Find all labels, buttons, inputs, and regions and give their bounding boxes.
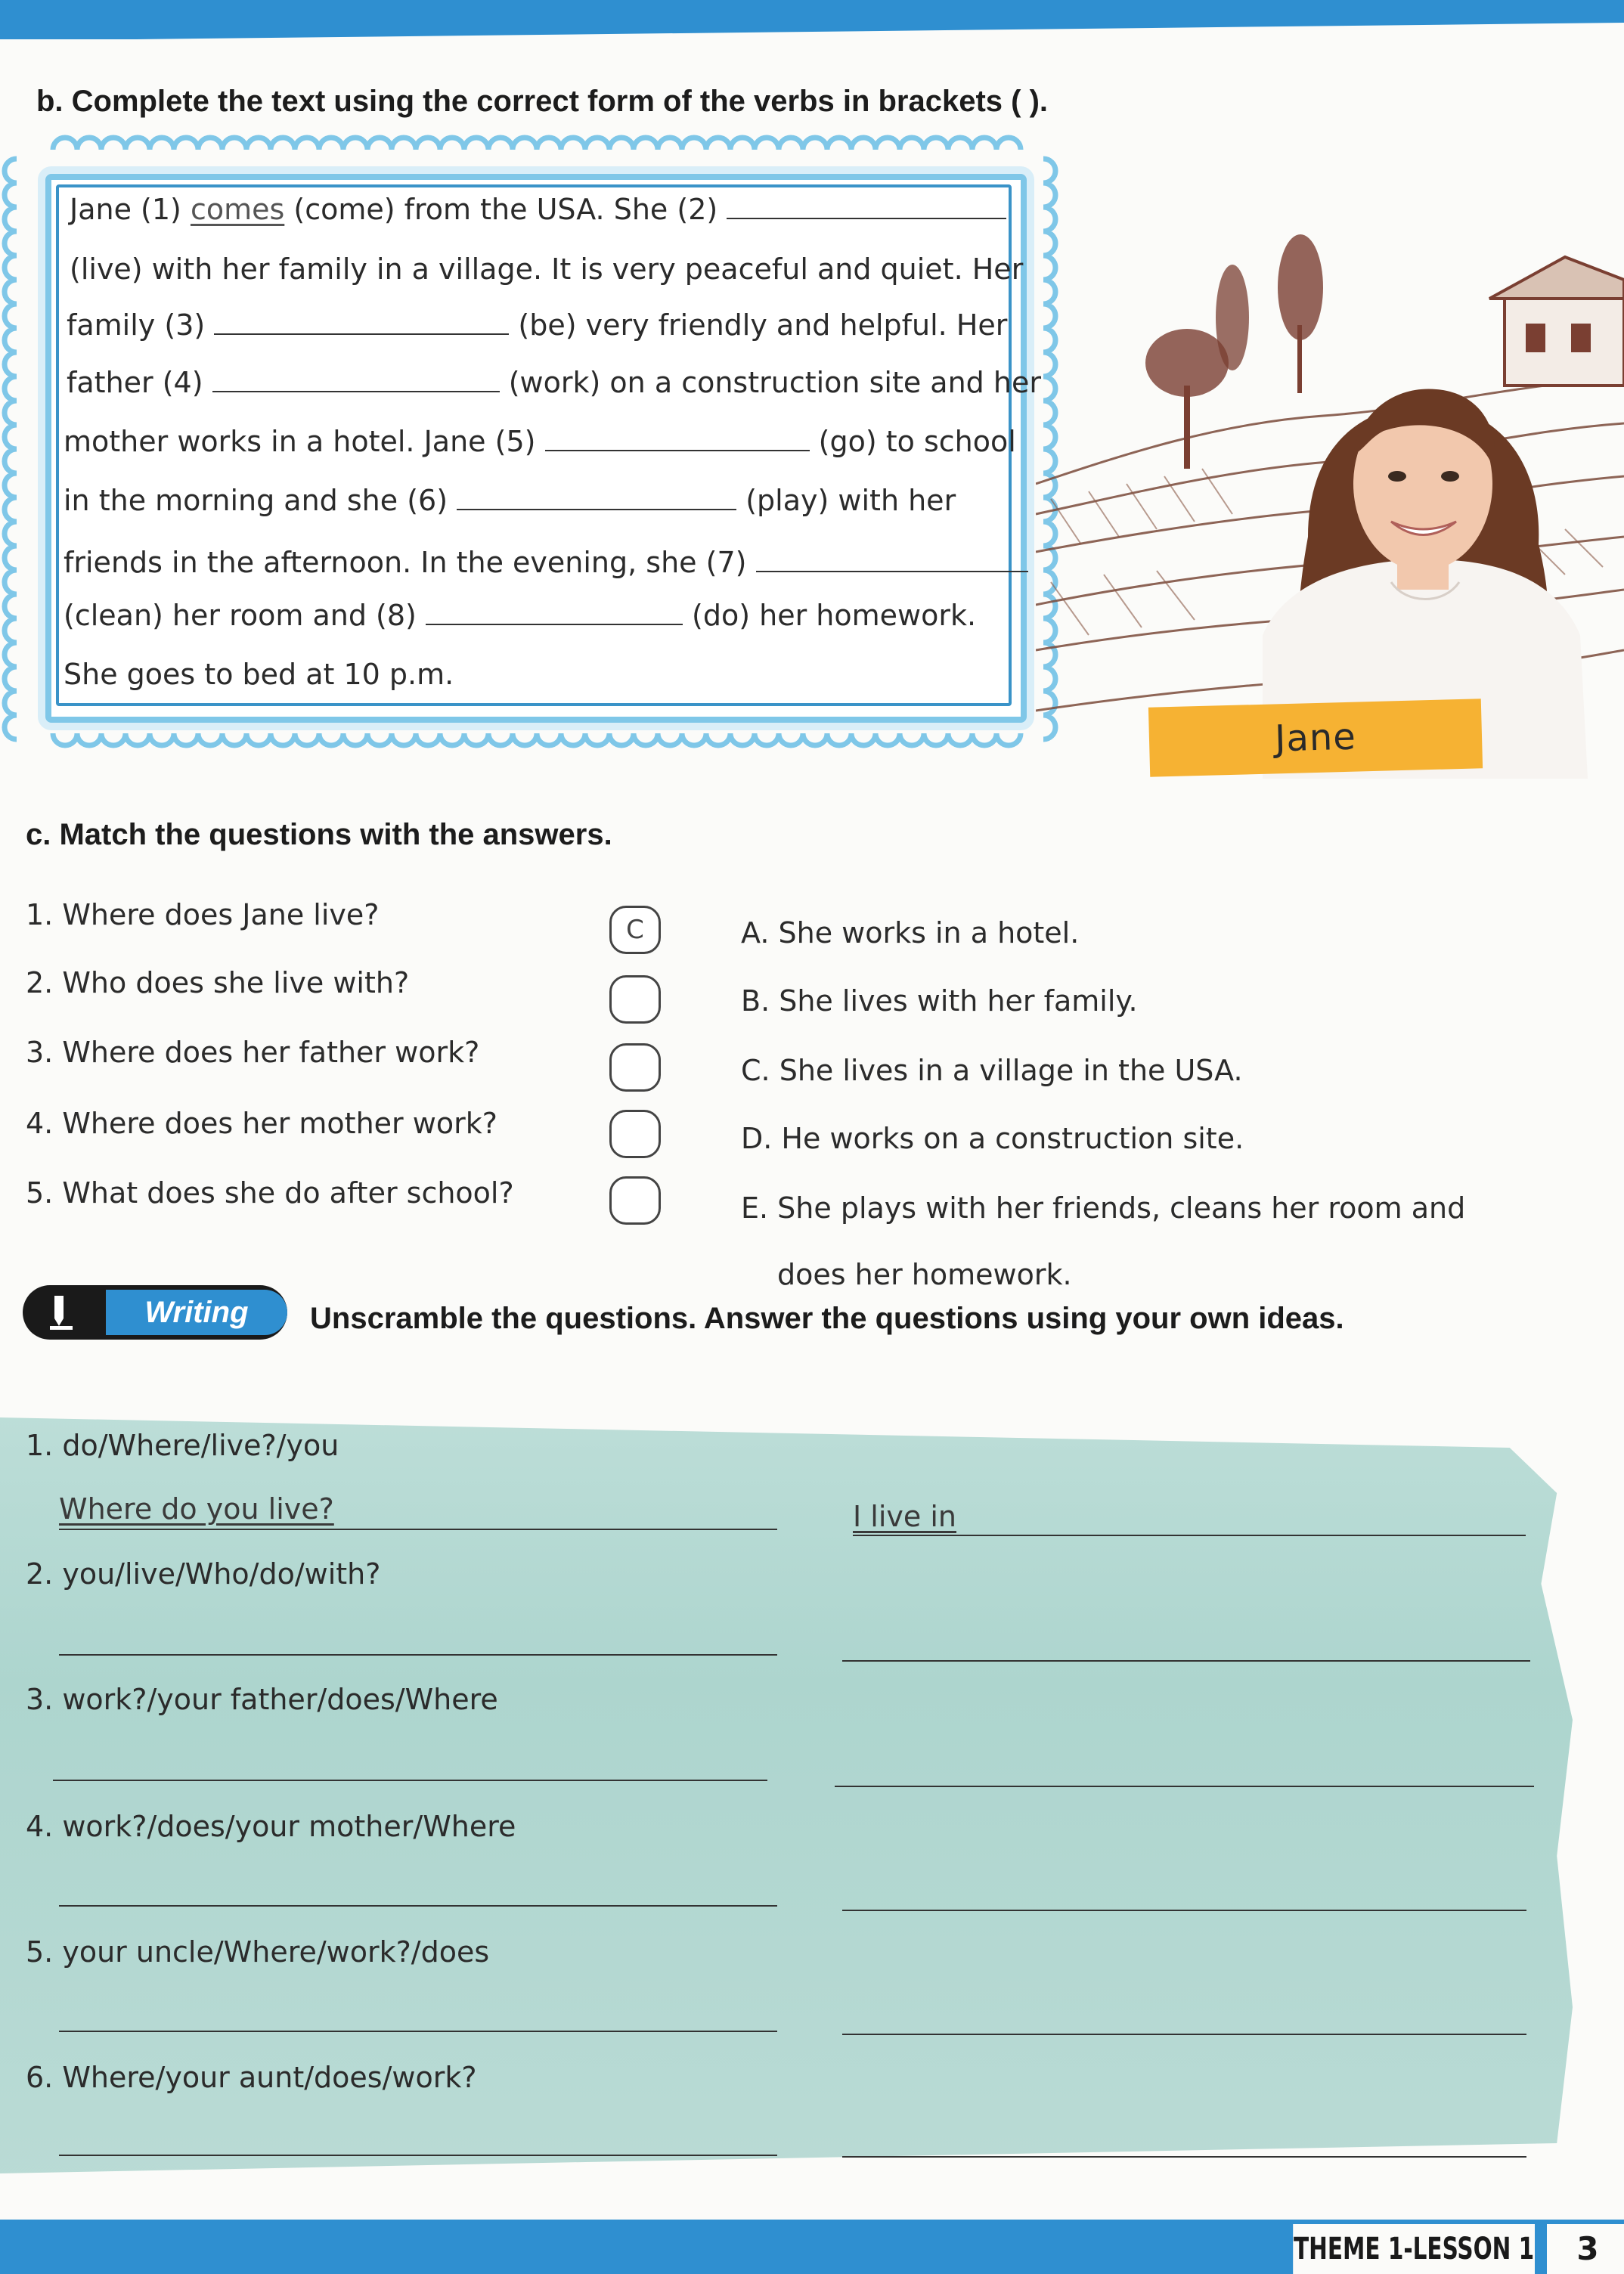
- question-line-1[interactable]: [59, 1529, 777, 1530]
- text-line-7: friends in the afternoon. In the evening, she (7): [64, 546, 1028, 579]
- match-box-1[interactable]: C: [609, 906, 661, 954]
- question-line-4[interactable]: [59, 1905, 777, 1907]
- page-number: 3: [1542, 2224, 1624, 2274]
- question-2: 2. Who does she live with?: [26, 966, 410, 999]
- text-line-1: Jane (1) comes (come) from the USA. She (2): [70, 193, 1006, 226]
- answer-line-2[interactable]: [842, 1660, 1530, 1662]
- section-b-heading: b. Complete the text using the correct form of the verbs in brackets ( ).: [36, 85, 1049, 118]
- answer-line-1[interactable]: [853, 1535, 1526, 1536]
- jane-caption-tag: Jane: [1148, 699, 1483, 776]
- blank-3[interactable]: [214, 311, 509, 335]
- question-4: 4. Where does her mother work?: [26, 1107, 497, 1140]
- writing-label: Writing: [106, 1290, 287, 1335]
- answer-line-4[interactable]: [842, 1910, 1526, 1911]
- text-line-4: father (4) (work) on a construction site and her: [67, 366, 1041, 399]
- example-question: Where do you live?: [59, 1492, 334, 1526]
- question-line-6[interactable]: [59, 2155, 777, 2156]
- text-line-8: (clean) her room and (8) (do) her homework.: [64, 599, 977, 632]
- blank-2[interactable]: [727, 195, 1006, 219]
- match-box-2[interactable]: [609, 975, 661, 1024]
- jane-photo-illustration: [1036, 227, 1624, 779]
- scramble-prompt-6: 6. Where/your aunt/does/work?: [26, 2061, 477, 2094]
- answer-line-5[interactable]: [842, 2034, 1526, 2035]
- example-answer: comes: [190, 193, 285, 226]
- question-1: 1. Where does Jane live?: [26, 898, 380, 931]
- theme-lesson-label: THEME 1-LESSON 1: [1293, 2224, 1535, 2274]
- section-c-heading: c. Match the questions with the answers.: [26, 818, 612, 851]
- answer-c: C. She lives in a village in the USA.: [741, 1054, 1243, 1087]
- text-line-6: in the morning and she (6) (play) with her: [64, 484, 956, 517]
- question-3: 3. Where does her father work?: [26, 1036, 480, 1069]
- scramble-prompt-3: 3. work?/your father/does/Where: [26, 1683, 498, 1716]
- scramble-prompt-5: 5. your uncle/Where/work?/does: [26, 1935, 490, 1969]
- scramble-prompt-4: 4. work?/does/your mother/Where: [26, 1810, 516, 1843]
- blank-8[interactable]: [426, 601, 683, 625]
- answer-d: D. He works on a construction site.: [741, 1122, 1244, 1155]
- pencil-icon: [44, 1293, 89, 1332]
- blank-4[interactable]: [212, 368, 500, 392]
- blank-6[interactable]: [457, 486, 736, 510]
- question-line-5[interactable]: [59, 2031, 777, 2032]
- scramble-prompt-2: 2. you/live/Who/do/with?: [26, 1557, 381, 1591]
- blank-7[interactable]: [756, 548, 1028, 572]
- answer-line-3[interactable]: [835, 1786, 1534, 1787]
- match-box-4[interactable]: [609, 1110, 661, 1158]
- text-line-3: family (3) (be) very friendly and helpful. Her: [67, 308, 1008, 342]
- question-line-2[interactable]: [59, 1654, 777, 1656]
- question-line-3[interactable]: [53, 1780, 767, 1781]
- answer-e: E. She plays with her friends, cleans her room and: [741, 1191, 1466, 1225]
- answer-a: A. She works in a hotel.: [741, 916, 1080, 950]
- scramble-prompt-1: 1. do/Where/live?/you: [26, 1429, 339, 1462]
- text-line-9: She goes to bed at 10 p.m.: [64, 658, 454, 691]
- answer-line-6[interactable]: [842, 2156, 1526, 2158]
- example-answer-line: I live in: [853, 1500, 956, 1533]
- match-box-5[interactable]: [609, 1176, 661, 1225]
- answer-e-continued: does her homework.: [777, 1258, 1072, 1291]
- match-box-3[interactable]: [609, 1043, 661, 1092]
- blank-5[interactable]: [545, 427, 810, 451]
- question-5: 5. What does she do after school?: [26, 1176, 514, 1210]
- writing-area-background: [0, 1417, 1573, 2173]
- text-line-5: mother works in a hotel. Jane (5) (go) to school: [64, 425, 1016, 458]
- text-line-2: (live) with her family in a village. It is very peaceful and quiet. Her: [70, 252, 1024, 286]
- answer-b: B. She lives with her family.: [741, 984, 1138, 1018]
- writing-instruction: Unscramble the questions. Answer the questions using your own ideas.: [310, 1302, 1344, 1335]
